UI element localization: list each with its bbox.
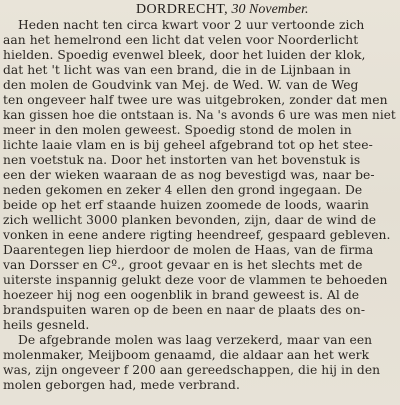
text-line-25: molen geborgen had, mede verbrand. [3, 378, 240, 392]
text-line-7: kan gissen hoe die ontstaan is. Na 's avonds 6 ure was men niet [3, 108, 396, 122]
text-line-19: hoezeer hij nog een oogenblik in brand geweest is. Al de [3, 288, 360, 302]
dateline-date: 30 November. [231, 2, 309, 17]
text-line-2: aan het hemelrond een licht dat velen voor Noorderlicht [3, 33, 359, 47]
text-line-11: een der wieken waaraan de as nog bevestigd was, naar be- [3, 168, 375, 182]
text-line-13: beide op het erf staande huizen zoomede de loods, waarin [3, 198, 370, 212]
text-line-4: dat het 't licht was van een brand, die in de Lijnbaan in [3, 63, 351, 77]
text-line-18: uiterste inspannig gelukt deze voor de vlammen te behoeden [3, 273, 388, 287]
text-line-22: De afgebrande molen was laag verzekerd, maar van een [18, 333, 373, 347]
text-line-15: vonken in eene andere rigting heendreef, gespaard gebleven. [3, 228, 391, 242]
dateline-city: DORDRECHT, [136, 2, 229, 17]
text-line-1: Heden nacht ten circa kwart voor 2 uur vertoonde zich [18, 18, 365, 32]
dateline [136, 2, 309, 18]
text-line-14: zich wellicht 3000 planken bevonden, zijn, daar de wind de [3, 213, 377, 227]
text-line-23: molenmaker, Meijboom genaamd, die aldaar aan het werk [3, 348, 370, 362]
text-line-9: lichte laaie vlam en is bij geheel afgebrand tot op het stee- [3, 138, 373, 152]
text-line-10: nen voetstuk na. Door het instorten van het bovenstuk is [3, 153, 361, 167]
text-line-5: den molen de Goudvink van Mej. de Wed. W. van de Weg [3, 78, 359, 92]
text-line-8: meer in den molen geweest. Spoedig stond de molen in [3, 123, 352, 137]
text-line-17: van Dorsser en Cº., groot gevaar en is het slechts met de [3, 258, 363, 272]
text-line-12: neden gekomen en zeker 4 ellen den grond ingegaan. De [3, 183, 363, 197]
text-line-24: was, zijn ongeveer f 200 aan gereedschappen, die hij in den [3, 363, 381, 377]
text-line-21: heils gesneld. [3, 318, 90, 332]
text-line-3: hielden. Spoedig evenwel bleek, door het luiden der klok, [3, 48, 366, 62]
text-line-6: ten ongeveer half twee ure was uitgebroken, zonder dat men [3, 93, 388, 107]
text-line-16: Daarentegen liep hierdoor de molen de Haas, van de firma [3, 243, 374, 257]
text-line-20: brandspuiten waren op de been en naar de plaats des on- [3, 303, 366, 317]
